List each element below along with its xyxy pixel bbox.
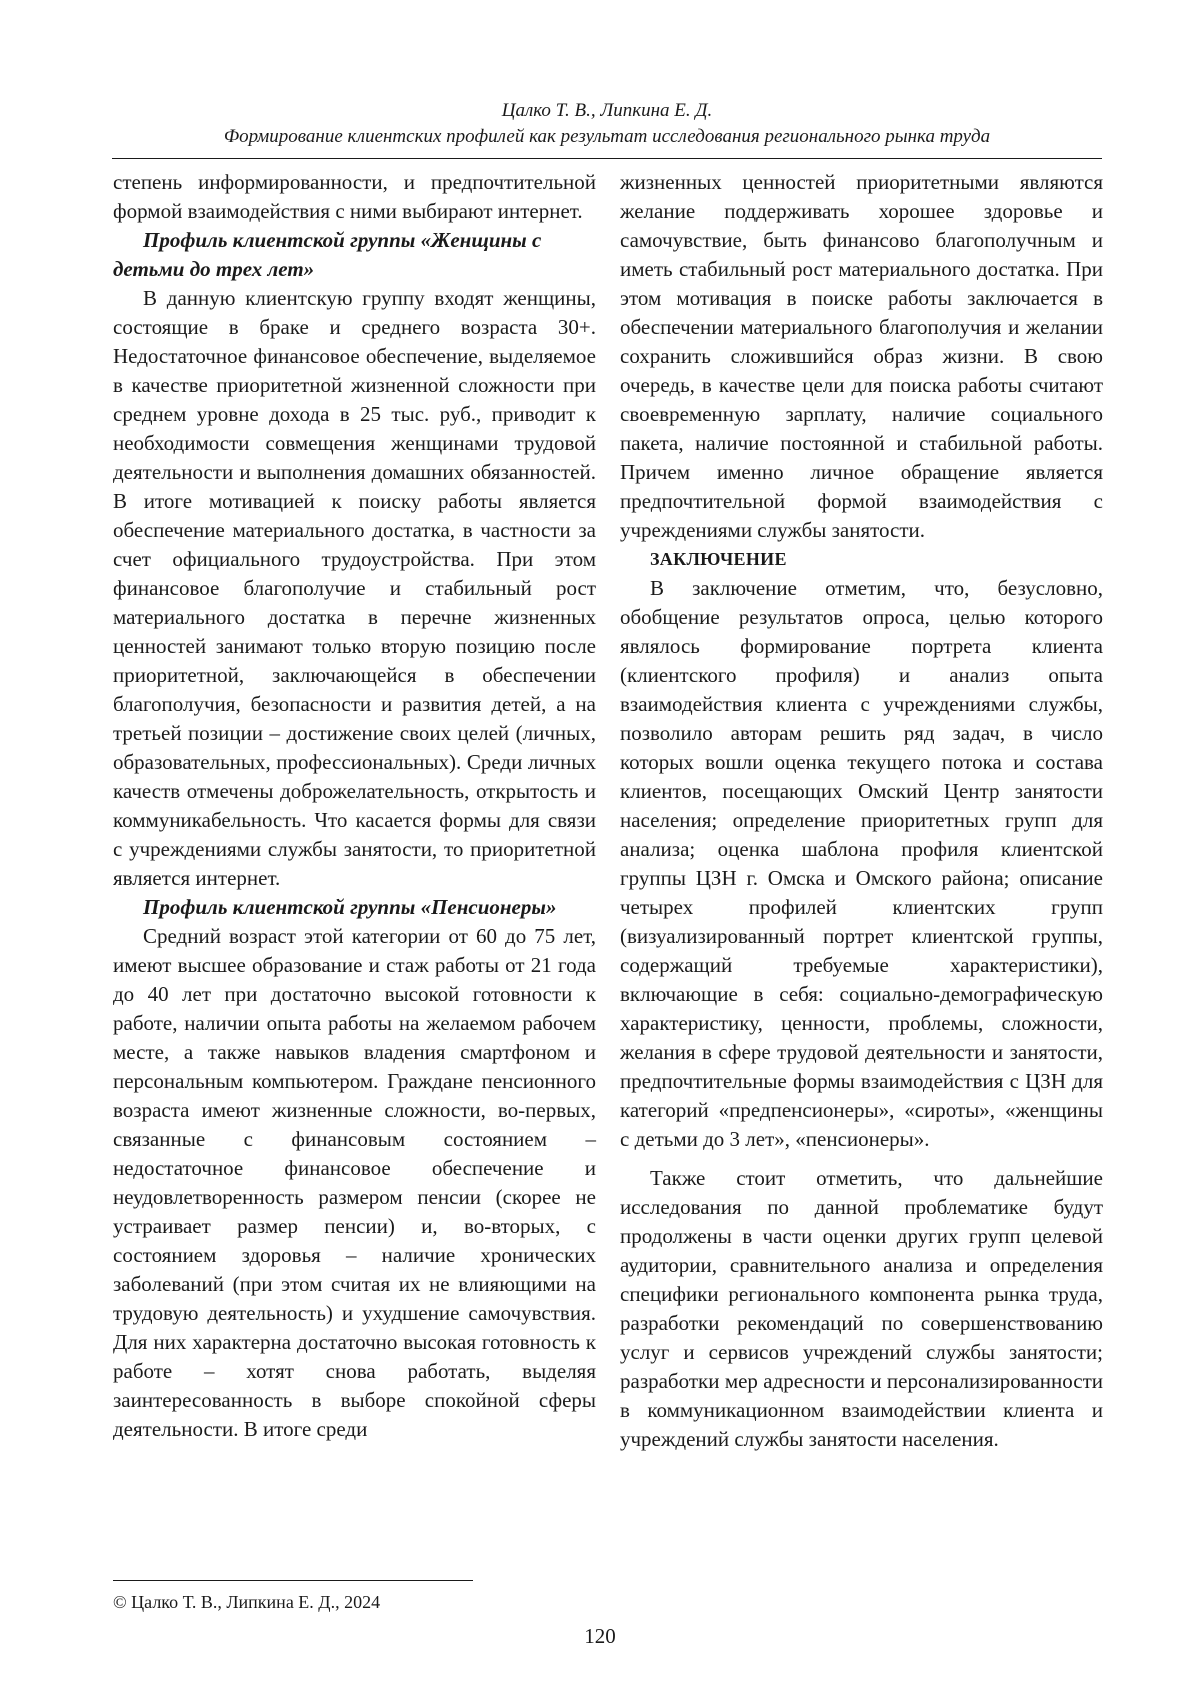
subheading-women-with-children: Профиль клиентской группы «Женщины с детьми до трех лет» (113, 226, 596, 284)
header-rule (112, 158, 1102, 159)
left-column (113, 168, 596, 1444)
paragraph: Также стоит отметить, что дальнейшие исследования по данной проблематике будут продолжены в части оценки других групп целевой аудитории, сравнительного анализа и определения специфики регионального компонента рынка труда, разработки рекомендаций по совершенствованию услуг и сервисов учреждений службы занятости; разработки мер адресности и персонализированности в коммуникационном взаимодействии клиента и учреждений службы занятости населения. (620, 1164, 1103, 1454)
right-column (620, 168, 1103, 1454)
paragraph: В данную клиентскую группу входят женщины, состоящие в браке и среднего возраста 30+. Недостаточное финансовое обеспечение, выделяемое в качестве приоритетной жизненной сложности при среднем уровне дохода в 25 тыс. руб., приводит к необходимости совмещения женщинами трудовой деятельности и выполнения домашних обязанностей. В итоге мотивацией к поиску работы является обеспечение материального достатка, в частности за счет официального трудоустройства. При этом финансовое благополучие и стабильный рост материального достатка в перечне жизненных ценностей занимают только вторую позицию после приоритетной, заключающейся в обеспечении благополучия, безопасности и развития детей, а на третьей позиции – достижение своих целей (личных, образовательных, профессиональных). Среди личных качеств отмечены доброжелательность, открытость и коммуникабельность. Что касается формы для связи с учреждениями службы занятости, то приоритетной является интернет. (113, 284, 596, 893)
paragraph: Средний возраст этой категории от 60 до 75 лет, имеют высшее образование и стаж работы от 21 года до 40 лет при достаточно высокой готовности к работе, наличии опыта работы на желаемом рабочем месте, а также навыков владения смартфоном и персональным компьютером. Граждане пенсионного возраста имеют жизненные сложности, во-первых, связанные с финансовым состоянием – недостаточное финансовое обеспечение и неудовлетворенность размером пенсии (скорее не устраивает размер пенсии) и, во-вторых, с состоянием здоровья – наличие хронических заболеваний (при этом считая их не влияющими на трудовую деятельность) и ухудшение самочувствия. Для них характерна достаточно высокая готовность к работе – хотят снова работать, выделяя заинтересованность в выборе спокойной сферы деятельности. В итоге среди (113, 922, 596, 1444)
copyright-footnote: © Цалко Т. В., Липкина Е. Д., 2024 (113, 1590, 380, 1614)
paragraph: В заключение отметим, что, безусловно, обобщение результатов опроса, целью которого являлось формирование портрета клиента (клиентского профиля) и анализ опыта взаимодействия клиента с учреждениями службы, позволило авторам решить ряд задач, в число которых вошли оценка текущего потока и состава клиентов, посещающих Омский Центр занятости населения; определение приоритетных групп для анализа; оценка шаблона профиля клиентской группы ЦЗН г. Омска и Омского района; описание четырех профилей клиентских групп (визуализированный портрет клиентской группы, содержащий требуемые характеристики), включающие в себя: социально-демографическую характеристику, ценности, проблемы, сложности, желания в сфере трудовой деятельности и занятости, предпочтительные формы взаимодействия с ЦЗН для категорий «предпенсионеры», «сироты», «женщины с детьми до 3 лет», «пенсионеры». (620, 574, 1103, 1154)
header-title: Формирование клиентских профилей как результат исследования регионального рынка труда (112, 124, 1102, 150)
running-header (112, 98, 1102, 150)
paragraph: степень информированности, и предпочтительной формой взаимодействия с ними выбирают интернет. (113, 168, 596, 226)
header-authors: Цалко Т. В., Липкина Е. Д. (112, 98, 1102, 124)
page-number: 120 (0, 1622, 1200, 1650)
subheading-pensioners: Профиль клиентской группы «Пенсионеры» (113, 893, 596, 922)
footnote-rule (113, 1580, 473, 1581)
paragraph: жизненных ценностей приоритетными являются желание поддерживать хорошее здоровье и самочувствие, быть финансово благополучным и иметь стабильный рост материального достатка. При этом мотивация в поиске работы заключается в обеспечении материального благополучия и желании сохранить сложившийся образ жизни. В свою очередь, в качестве цели для поиска работы считают своевременную зарплату, наличие социального пакета, наличие постоянной и стабильной работы. Причем именно личное обращение является предпочтительной формой взаимодействия с учреждениями службы занятости. (620, 168, 1103, 545)
section-title-conclusion: ЗАКЛЮЧЕНИЕ (620, 545, 1103, 574)
